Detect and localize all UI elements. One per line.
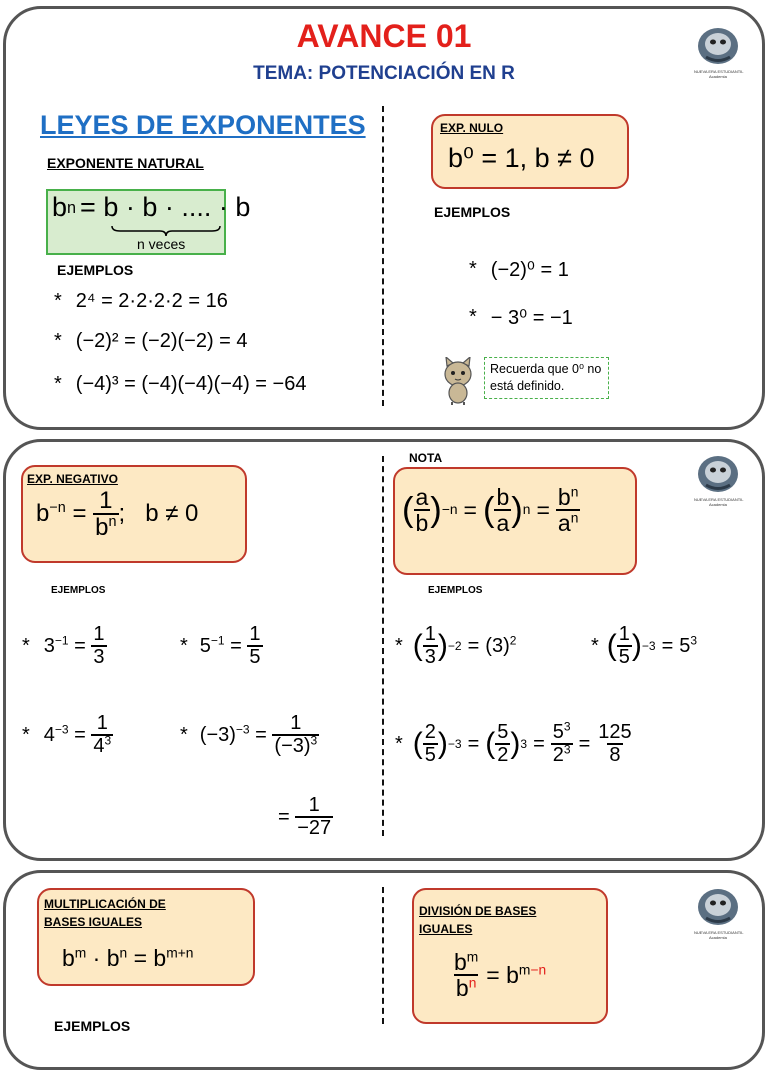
ejemplos-right: EJEMPLOS: [428, 585, 483, 596]
nota-example-1: * ( $\frac{1}{3}$ ) −2 = $(3)^2$: [395, 623, 517, 668]
example-1: * 2⁴ = 2·2·2·2 = 16: [54, 290, 228, 312]
example-4: * (−2)⁰ = 1: [469, 258, 569, 281]
logo-text: NUEVA ERA ESTUDIANTIL: [694, 930, 744, 935]
nota-example-2: * ( $\frac{1}{5}$ ) −3 = $5^3$: [591, 623, 698, 668]
cat-mascot-icon: [438, 357, 478, 405]
page-title: AVANCE 01: [296, 18, 472, 54]
note-text: Recuerda que 0⁰ no está definido.: [490, 362, 602, 393]
divider: [382, 456, 384, 836]
example-2: * (−2)² = (−2)(−2) = 4: [54, 330, 248, 352]
divider: [382, 106, 384, 406]
leyes-heading: LEYES DE EXPONENTES: [40, 110, 366, 140]
logo-text: NUEVA ERA ESTUDIANTIL: [694, 69, 744, 74]
exponente-natural-title: EXPONENTE NATURAL: [47, 155, 204, 171]
example-5-text: − 3⁰ = −1: [490, 307, 573, 329]
neg-example-2: * $5^{-1}$ = $\frac{1}{5}$: [180, 623, 261, 668]
exp-negativo-formula: $b^{-n}$ = $\frac{1}{b^n}$ ; b ≠ 0: [36, 487, 199, 542]
logo-subtext: Academia: [709, 502, 727, 507]
neg-example-4: * $(-3)^{-3}$ = $\frac{1}{(-3)^3}$: [180, 712, 318, 757]
multiplicacion-title-1: MULTIPLICACIÓN DE: [44, 897, 166, 911]
natural-formula: b n = b · b · .... · b: [52, 192, 251, 222]
examples-label: EJEMPLOS: [57, 262, 134, 278]
ejemplos-left: EJEMPLOS: [51, 585, 106, 596]
division-title-2: IGUALES: [419, 922, 473, 936]
exp-negativo-title: EXP. NEGATIVO: [27, 472, 118, 486]
ejemplos-right: EJEMPLOS: [434, 204, 511, 220]
example-3: * (−4)³ = (−4)(−4)(−4) = −64: [54, 373, 307, 395]
page-subtitle: TEMA: POTENCIACIÓN EN R: [253, 63, 515, 84]
nota-formula: ( $\frac{a}{b}$ ) −n = ( $\frac{b}{a}$ ) n = $\frac{b^n}{a^n}$: [402, 484, 579, 537]
natural-base: b: [52, 192, 68, 222]
logo-subtext: Academia: [709, 74, 727, 79]
neg-example-4-result: = $\frac{1}{-27}$: [278, 794, 332, 839]
example-4-text: (−2)⁰ = 1: [490, 259, 569, 281]
example-5: * − 3⁰ = −1: [469, 306, 573, 329]
neg-example-3: * $4^{-3}$ = $\frac{1}{4^3}$: [22, 712, 112, 757]
natural-rhs: = b · b · .... · b: [80, 192, 251, 222]
example-2-text: (−2)² = (−2)(−2) = 4: [75, 330, 248, 352]
nota-example-3: * ( $\frac{2}{5}$ ) −3 = ( $\frac{5}{2}$ ) 3 = $\frac{5^3}{2^3}$ = $\frac{125}{8}$: [395, 719, 632, 766]
divider: [382, 887, 384, 1024]
examples-label-bottom: EJEMPLOS: [54, 1018, 131, 1034]
exp-nulo-title: EXP. NULO: [440, 121, 504, 135]
neg-example-1: * $3^{-1}$ = $\frac{1}{3}$: [22, 623, 105, 668]
multiplicacion-title-2: BASES IGUALES: [44, 915, 143, 929]
nota-title: NOTA: [409, 451, 443, 465]
academy-logo-icon: [696, 24, 740, 68]
example-3-text: (−4)³ = (−4)(−4)(−4) = −64: [75, 373, 307, 395]
division-title-1: DIVISIÓN DE BASES: [419, 904, 537, 918]
academy-logo-icon: [696, 885, 740, 929]
example-1-text: 2⁴ = 2·2·2·2 = 16: [75, 290, 228, 312]
academy-logo-icon: [696, 452, 740, 496]
brace-label: n veces: [137, 236, 186, 252]
logo-text: NUEVA ERA ESTUDIANTIL: [694, 497, 744, 502]
multiplicacion-formula: $b^m \cdot b^n = b^{m+n}$: [62, 945, 194, 971]
exp-nulo-formula: b⁰ = 1, b ≠ 0: [448, 143, 595, 173]
division-formula: $\frac{b^m}{b^n}$ = $b^{m-n}$: [454, 949, 547, 1002]
logo-subtext: Academia: [709, 935, 727, 940]
